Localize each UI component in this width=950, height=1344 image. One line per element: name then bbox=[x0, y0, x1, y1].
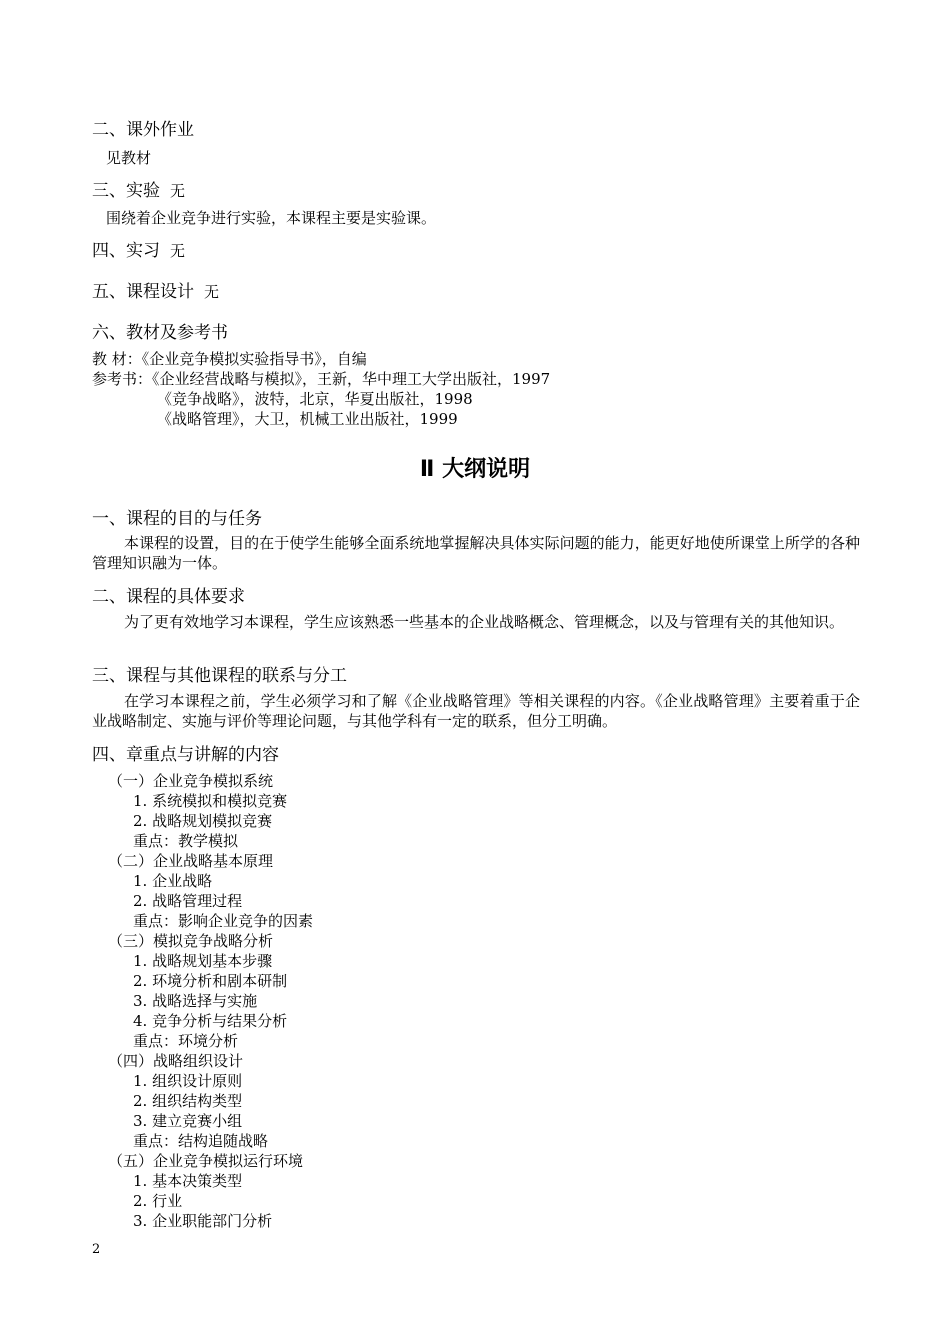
course-design-note: 无 bbox=[204, 283, 220, 301]
outline-chapter: （三）模拟竞争战略分析 bbox=[108, 932, 274, 950]
experiment-note: 无 bbox=[170, 182, 186, 200]
outline-chapter: （一）企业竞争模拟系统 bbox=[108, 772, 274, 790]
section-heading-textbooks: 六、教材及参考书 bbox=[92, 323, 228, 343]
requirements-body: 为了更有效地学习本课程，学生应该熟悉一些基本的企业战略概念、管理概念，以及与管理有关的其他知识。 bbox=[124, 613, 845, 631]
relations-body: 在学习本课程之前，学生必须学习和了解《企业战略管理》等相关课程的内容。《企业战略管理》主要着重于企业战略制定、实施与评价等理论问题，与其他学科有一定的联系，但分工明确。 bbox=[92, 692, 860, 730]
section-heading-requirements: 二、课程的具体要求 bbox=[92, 587, 245, 607]
section-heading-internship: 四、实习 无 bbox=[92, 241, 186, 261]
reference-line: 《战略管理》，大卫，机械工业出版社，1999 bbox=[157, 410, 458, 428]
section-heading-homework: 二、课外作业 bbox=[92, 120, 194, 140]
outline-item: 2. 行业 bbox=[133, 1192, 183, 1210]
part-title: Ⅱ 大纲说明 bbox=[419, 457, 531, 482]
outline-key-point: 重点：教学模拟 bbox=[133, 832, 239, 850]
reference-line: 参考书：《企业经营战略与模拟》，王新，华中理工大学出版社，1997 bbox=[92, 370, 551, 388]
outline-item: 3. 战略选择与实施 bbox=[133, 992, 258, 1010]
section-heading-experiment: 三、实验 无 bbox=[92, 181, 186, 201]
outline-item: 1. 企业战略 bbox=[133, 872, 213, 890]
section-heading-course-design: 五、课程设计 无 bbox=[92, 282, 220, 302]
outline-item: 2. 组织结构类型 bbox=[133, 1092, 243, 1110]
textbook-line: 教 材：《企业竞争模拟实验指导书》，自编 bbox=[92, 350, 367, 368]
outline-chapter: （四）战略组织设计 bbox=[108, 1052, 244, 1070]
experiment-body: 围绕着企业竞争进行实验，本课程主要是实验课。 bbox=[106, 209, 437, 227]
homework-body: 见教材 bbox=[106, 149, 152, 167]
outline-key-point: 重点：结构追随战略 bbox=[133, 1132, 269, 1150]
outline-item: 1. 组织设计原则 bbox=[133, 1072, 243, 1090]
outline-chapter: （五）企业竞争模拟运行环境 bbox=[108, 1152, 304, 1170]
section-heading-relations: 三、课程与其他课程的联系与分工 bbox=[92, 666, 347, 686]
outline-item: 2. 战略规划模拟竞赛 bbox=[133, 812, 273, 830]
outline-item: 1. 基本决策类型 bbox=[133, 1172, 243, 1190]
outline-item: 1. 战略规划基本步骤 bbox=[133, 952, 273, 970]
outline-key-point: 重点：环境分析 bbox=[133, 1032, 239, 1050]
internship-note: 无 bbox=[170, 242, 186, 260]
outline-item: 3. 建立竞赛小组 bbox=[133, 1112, 243, 1130]
page-number: 2 bbox=[92, 1242, 101, 1257]
outline-item: 2. 环境分析和剧本研制 bbox=[133, 972, 288, 990]
outline-item: 4. 竞争分析与结果分析 bbox=[133, 1012, 288, 1030]
section-heading-chapter-focus: 四、章重点与讲解的内容 bbox=[92, 745, 279, 765]
reference-line: 《竞争战略》，波特，北京，华夏出版社，1998 bbox=[157, 390, 473, 408]
section-heading-purpose: 一、课程的目的与任务 bbox=[92, 509, 262, 529]
outline-item: 3. 企业职能部门分析 bbox=[133, 1212, 273, 1230]
outline-chapter: （二）企业战略基本原理 bbox=[108, 852, 274, 870]
purpose-body: 本课程的设置，目的在于使学生能够全面系统地掌握解决具体实际问题的能力，能更好地使所课堂上所学的各种管理知识融为一体。 bbox=[92, 534, 860, 572]
outline-item: 1. 系统模拟和模拟竞赛 bbox=[133, 792, 288, 810]
outline-item: 2. 战略管理过程 bbox=[133, 892, 243, 910]
outline-key-point: 重点：影响企业竞争的因素 bbox=[133, 912, 314, 930]
